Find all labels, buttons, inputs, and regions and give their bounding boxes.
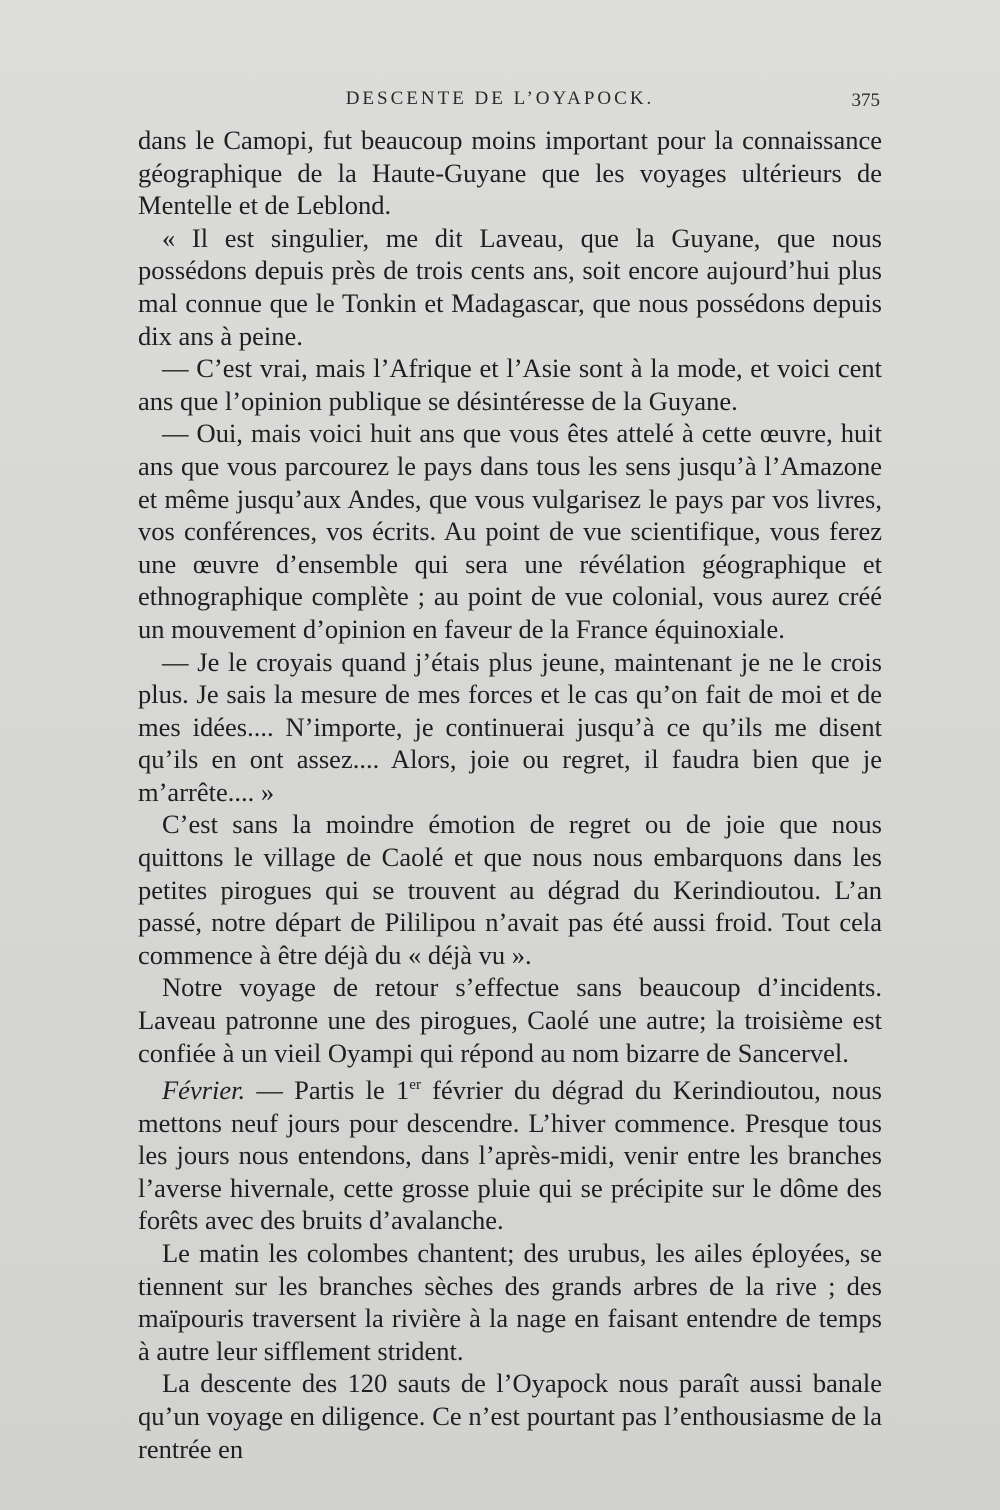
body-text bbox=[138, 124, 882, 1465]
paragraph-3: — C’est vrai, mais l’Afrique et l’Asie sont à la mode, et voici cent ans que l’opinion publique se désintéresse de la Guyane. bbox=[138, 353, 882, 416]
paragraph-8: Le matin les colombes chantent; des urubus, les ailes éployées, se tiennent sur les branches sèches des grands arbres de la rive ; des maïpouris traversent la rivière à la nage en faisant entendre de temps à autre leur sifflement strident. bbox=[138, 1238, 882, 1366]
fevrier-superscript: er bbox=[409, 1077, 421, 1094]
paragraph-4: — Oui, mais voici huit ans que vous êtes attelé à cette œuvre, huit ans que vous parcourez le pays dans tous les sens jusqu’à l’Amazone et même jusqu’aux Andes, que vous vulgarisez le pays par vos livres, vos conférences, vos écrits. Au point de vue scientifique, vous ferez une œuvre d’ensemble qui sera une révélation géographique et ethnographique complète ; au point de vue colonial, vous aurez créé un mouvement d’opinion en faveur de la France équinoxiale. bbox=[138, 418, 882, 644]
running-head bbox=[0, 88, 1000, 114]
paragraph-7: Notre voyage de retour s’effectue sans beaucoup d’incidents. Laveau patronne une des pirogues, Caolé une autre; la troisième est confiée à un vieil Oyampi qui répond au nom bizarre de Sancervel. bbox=[138, 972, 882, 1068]
paragraph-5: — Je le croyais quand j’étais plus jeune, maintenant je ne le crois plus. Je sais la mesure de mes forces et le cas qu’on fait de moi et de mes idées.... N’importe, je continuerai jusqu’à ce qu’ils me disent qu’ils en ont assez.... Alors, joie ou regret, il faudra bien que je m’arrête.... » bbox=[138, 646, 882, 807]
paragraph-9: La descente des 120 sauts de l’Oyapock nous paraît aussi banale qu’un voyage en diligence. Ce n’est pourtant pas l’enthousiasme de la rentrée en bbox=[138, 1368, 882, 1464]
paragraph-2: « Il est singulier, me dit Laveau, que la Guyane, que nous possédons depuis près de trois cents ans, soit encore aujourd’hui plus mal connue que le Tonkin et Madagascar, que nous possédons depuis dix ans à peine. bbox=[138, 222, 882, 351]
fevrier-text-start: — Partis le 1 bbox=[245, 1075, 410, 1106]
paragraph-fevrier bbox=[138, 1069, 882, 1237]
fevrier-label: Février. bbox=[162, 1075, 246, 1106]
page-number: 375 bbox=[851, 90, 880, 111]
running-title: DESCENTE DE L’OYAPOCK. bbox=[345, 88, 655, 109]
paragraph-1: dans le Camopi, fut beaucoup moins important pour la connaissance géographique de la Haute-Guyane que les voyages ultérieurs de Mentelle et de Leblond. bbox=[138, 125, 882, 221]
paragraph-6: C’est sans la moindre émotion de regret ou de joie que nous quittons le village de Caolé et que nous nous embarquons dans les petites pirogues qui se trouvent au dégrad du Kerindioutou. L’an passé, notre départ de Pililipou n’avait pas été aussi froid. Tout cela commence à être déjà du « déjà vu ». bbox=[138, 809, 882, 970]
fevrier-text-end: février du dégrad du Kerindioutou, nous mettons neuf jours pour descendre. L’hiver commence. Presque tous les jours nous entendons, dans l’après-midi, venir entre les branches l’averse hivernale, cette grosse pluie qui se précipite sur le dôme des forêts avec des bruits d’avalanche. bbox=[138, 1075, 882, 1236]
